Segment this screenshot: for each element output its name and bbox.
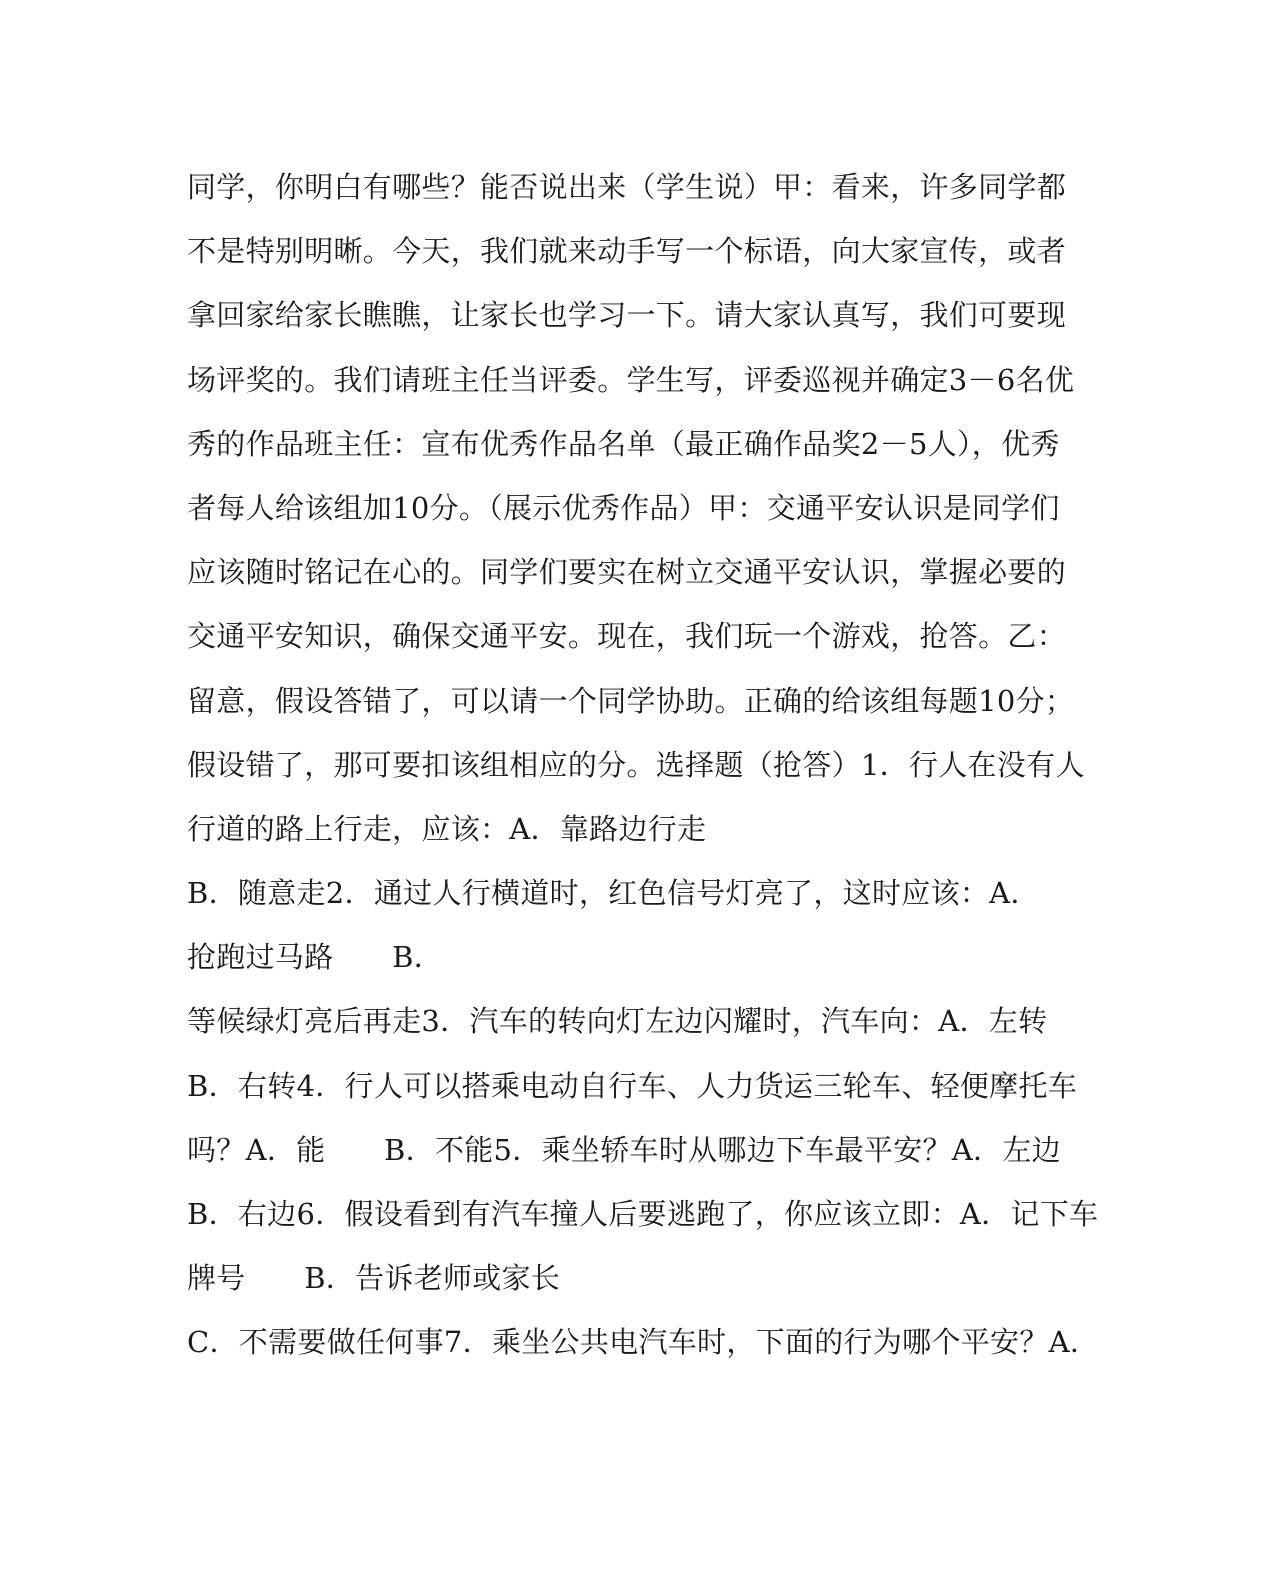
text-line: 不是特别明晰。今天，我们就来动手写一个标语，向大家宣传，或者 xyxy=(187,234,1067,269)
text-line: C．不需要做任何事7．乘坐公共电汽车时，下面的行为哪个平安？A． xyxy=(187,1325,1100,1360)
text-line: 同学，你明白有哪些？能否说出来（学生说）甲：看来，许多同学都 xyxy=(187,170,1067,204)
text-line: B．随意走2．通过人行横道时，红色信号灯亮了，这时应该：A． xyxy=(187,876,1040,911)
text-line: 吗？A．能 B．不能5．乘坐轿车时从哪边下车最平安？A．左边 xyxy=(187,1132,1061,1167)
text-line: 假设错了，那可要扣该组相应的分。选择题（抢答）1．行人在没有人 xyxy=(187,747,1085,782)
text-line: 交通平安知识，确保交通平安。现在，我们玩一个游戏，抢答。乙： xyxy=(187,619,1067,654)
text-line: 应该随时铭记在心的。同学们要实在树立交通平安认识，掌握必要的 xyxy=(187,555,1067,590)
text-line: 场评奖的。我们请班主任当评委。学生写，评委巡视并确定3－6名优 xyxy=(187,362,1075,397)
text-line: 者每人给该组加10分。（展示优秀作品）甲：交通平安认识是同学们 xyxy=(187,490,1060,525)
text-line: 牌号 B．告诉老师或家长 xyxy=(187,1261,561,1296)
text-line: 留意，假设答错了，可以请一个同学协助。正确的给该组每题10分； xyxy=(187,683,1075,718)
text-line: 秀的作品班主任：宣布优秀作品名单（最正确作品奖2－5人），优秀 xyxy=(187,426,1060,461)
text-line: 等候绿灯亮后再走3．汽车的转向灯左边闪耀时，汽车向：A．左转 xyxy=(187,1004,1048,1039)
text-line: 行道的路上行走，应该：A．靠路边行走 xyxy=(187,811,707,846)
text-line: 拿回家给家长瞧瞧，让家长也学习一下。请大家认真写，我们可要现 xyxy=(187,298,1067,333)
text-line: B．右转4．行人可以搭乘电动自行车、人力货运三轮车、轻便摩托车 xyxy=(187,1068,1078,1103)
text-line: 抢跑过马路 B． xyxy=(187,940,444,975)
document-body xyxy=(187,155,1100,1375)
text-line: B．右边6．假设看到有汽车撞人后要逃跑了，你应该立即：A．记下车 xyxy=(187,1197,1099,1231)
